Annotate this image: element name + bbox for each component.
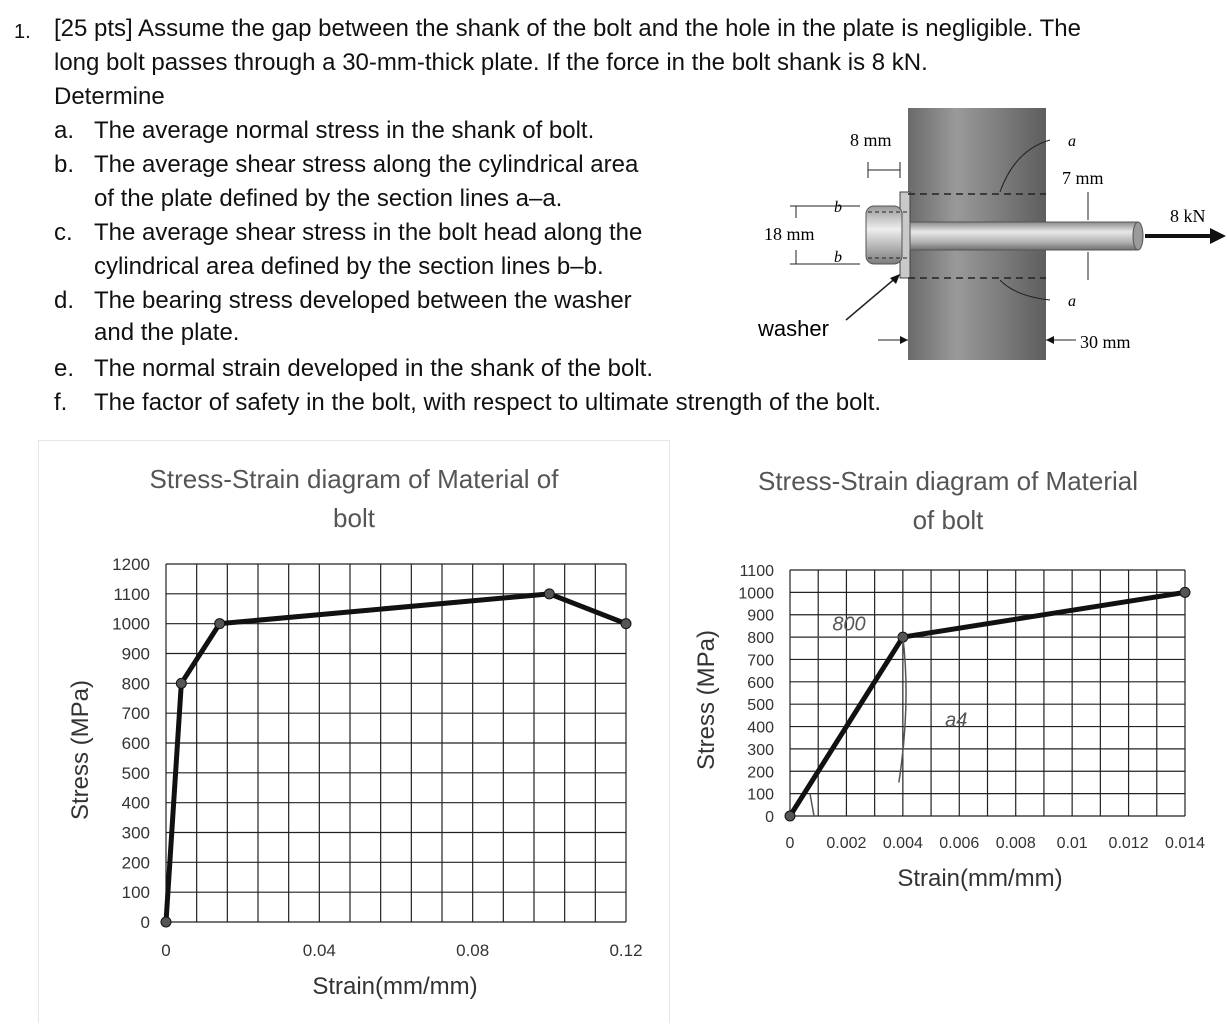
data-point (785, 811, 795, 821)
section-label-b-bottom: b (834, 249, 842, 266)
data-point (621, 619, 631, 629)
y-tick-label: 300 (121, 823, 150, 843)
section-label-b-top: b (834, 199, 842, 216)
problem-intro (54, 12, 1219, 114)
y-tick-label: 1100 (739, 563, 774, 580)
annotation-origin-mark (810, 794, 814, 816)
y-tick-label: 1000 (112, 614, 150, 634)
x-tick-label: 0.004 (882, 835, 923, 852)
question-item-e (54, 352, 654, 386)
x-tick-label: 0.08 (456, 941, 490, 960)
x-tick-label: 0.008 (995, 835, 1036, 852)
chart-title: Stress-Strain diagram of Material (757, 466, 1139, 496)
data-point (215, 619, 225, 629)
question-item-b (54, 148, 639, 212)
y-tick-label: 600 (121, 734, 150, 753)
item-text: The bearing stress developed between the washer (94, 287, 632, 314)
stress-strain-chart-2 (680, 450, 1227, 910)
y-tick-label: 1200 (112, 555, 150, 574)
stress-strain-chart-1 (40, 450, 670, 1022)
intro-line-1: [25 pts] Assume the gap between the shank of the bolt and the hole in the plate is negligible. The (54, 15, 1081, 42)
item-text: The average shear stress in the bolt head along the (94, 219, 643, 246)
dim-8mm: 8 mm (850, 130, 892, 150)
question-item-d (54, 284, 632, 346)
dim-30mm: 30 mm (1080, 332, 1131, 352)
y-tick-label: 1100 (113, 584, 150, 604)
item-text: The average shear stress along the cylindrical area (94, 151, 639, 178)
x-tick-label: 0.006 (939, 835, 980, 852)
item-label: c. (54, 219, 73, 246)
data-point (176, 678, 186, 688)
force-label: 8 kN (1170, 206, 1206, 226)
y-tick-label: 100 (747, 786, 774, 804)
y-tick-label: 200 (121, 853, 150, 873)
y-tick-label: 700 (747, 652, 774, 670)
x-axis-label: Strain(mm/mm) (312, 973, 478, 1000)
annotation-a4: a4 (945, 709, 968, 732)
dim-18mm: 18 mm (764, 224, 815, 244)
item-text: The normal strain developed in the shank of the bolt. (94, 355, 654, 382)
item-text-continued: of the plate defined by the section lines a–a. (94, 185, 563, 212)
x-tick-label: 0 (161, 941, 171, 960)
y-tick-label: 900 (121, 644, 150, 664)
chart-title-line2: of bolt (912, 505, 984, 535)
annotation-800: 800 (832, 613, 866, 636)
question-item-a (54, 114, 595, 148)
y-tick-label: 0 (140, 913, 150, 932)
item-label: e. (54, 355, 75, 382)
y-tick-label: 700 (121, 704, 150, 724)
y-tick-label: 800 (747, 630, 774, 648)
x-tick-label: 0.002 (826, 835, 867, 852)
y-tick-label: 400 (747, 719, 774, 737)
intro-line-3: Determine (54, 83, 165, 110)
x-tick-label: 0.014 (1164, 835, 1206, 852)
y-tick-label: 400 (121, 793, 150, 813)
question-item-c (54, 216, 643, 280)
intro-line-2: long bolt passes through a 30-mm-thick plate. If the force in the bolt shank is 8 kN. (54, 49, 928, 76)
item-label: b. (54, 151, 75, 178)
item-label: d. (54, 287, 75, 314)
problem-number: 1. (14, 21, 31, 43)
x-tick-label: 0.04 (302, 941, 336, 960)
section-label-a-bottom: a (1068, 293, 1076, 310)
dim-7mm: 7 mm (1062, 168, 1104, 188)
data-series-line (166, 594, 626, 922)
y-tick-label: 900 (747, 607, 774, 625)
x-axis-label: Strain(mm/mm) (897, 865, 1063, 892)
item-label: a. (54, 117, 75, 144)
bolt-head (866, 206, 902, 264)
y-axis-label: Stress (MPa) (67, 679, 94, 821)
item-label: f. (54, 389, 68, 416)
item-text-continued: cylindrical area defined by the section lines b–b. (94, 253, 604, 280)
bolt-shank (910, 222, 1138, 250)
y-tick-label: 100 (121, 883, 150, 903)
item-text-continued: and the plate. (94, 319, 240, 346)
washer-label: washer (758, 316, 829, 341)
y-tick-label: 600 (747, 674, 774, 692)
item-text: The average normal stress in the shank of bolt. (94, 117, 595, 144)
data-point (1180, 587, 1190, 597)
bolt-plate-figure (750, 100, 1227, 370)
chart-title: Stress-Strain diagram of Material of (149, 464, 559, 494)
x-tick-label: 0.012 (1108, 835, 1149, 852)
y-tick-label: 0 (765, 809, 774, 826)
y-axis-label: Stress (MPa) (693, 629, 720, 771)
x-tick-label: 0 (785, 835, 795, 852)
data-point (161, 917, 171, 927)
y-tick-label: 500 (121, 763, 150, 783)
y-tick-label: 800 (121, 674, 150, 694)
question-item-f (54, 386, 882, 420)
section-label-a-top: a (1068, 133, 1076, 150)
y-tick-label: 1000 (738, 585, 774, 603)
shank-end (1133, 222, 1143, 250)
item-text: The factor of safety in the bolt, with respect to ultimate strength of the bolt. (94, 389, 882, 416)
x-tick-label: 0.12 (609, 941, 643, 960)
x-tick-label: 0.01 (1056, 835, 1088, 852)
data-point (544, 589, 554, 599)
chart-title-line2: bolt (333, 503, 375, 533)
y-tick-label: 300 (747, 741, 774, 759)
y-tick-label: 200 (747, 764, 774, 782)
y-tick-label: 500 (747, 697, 774, 715)
